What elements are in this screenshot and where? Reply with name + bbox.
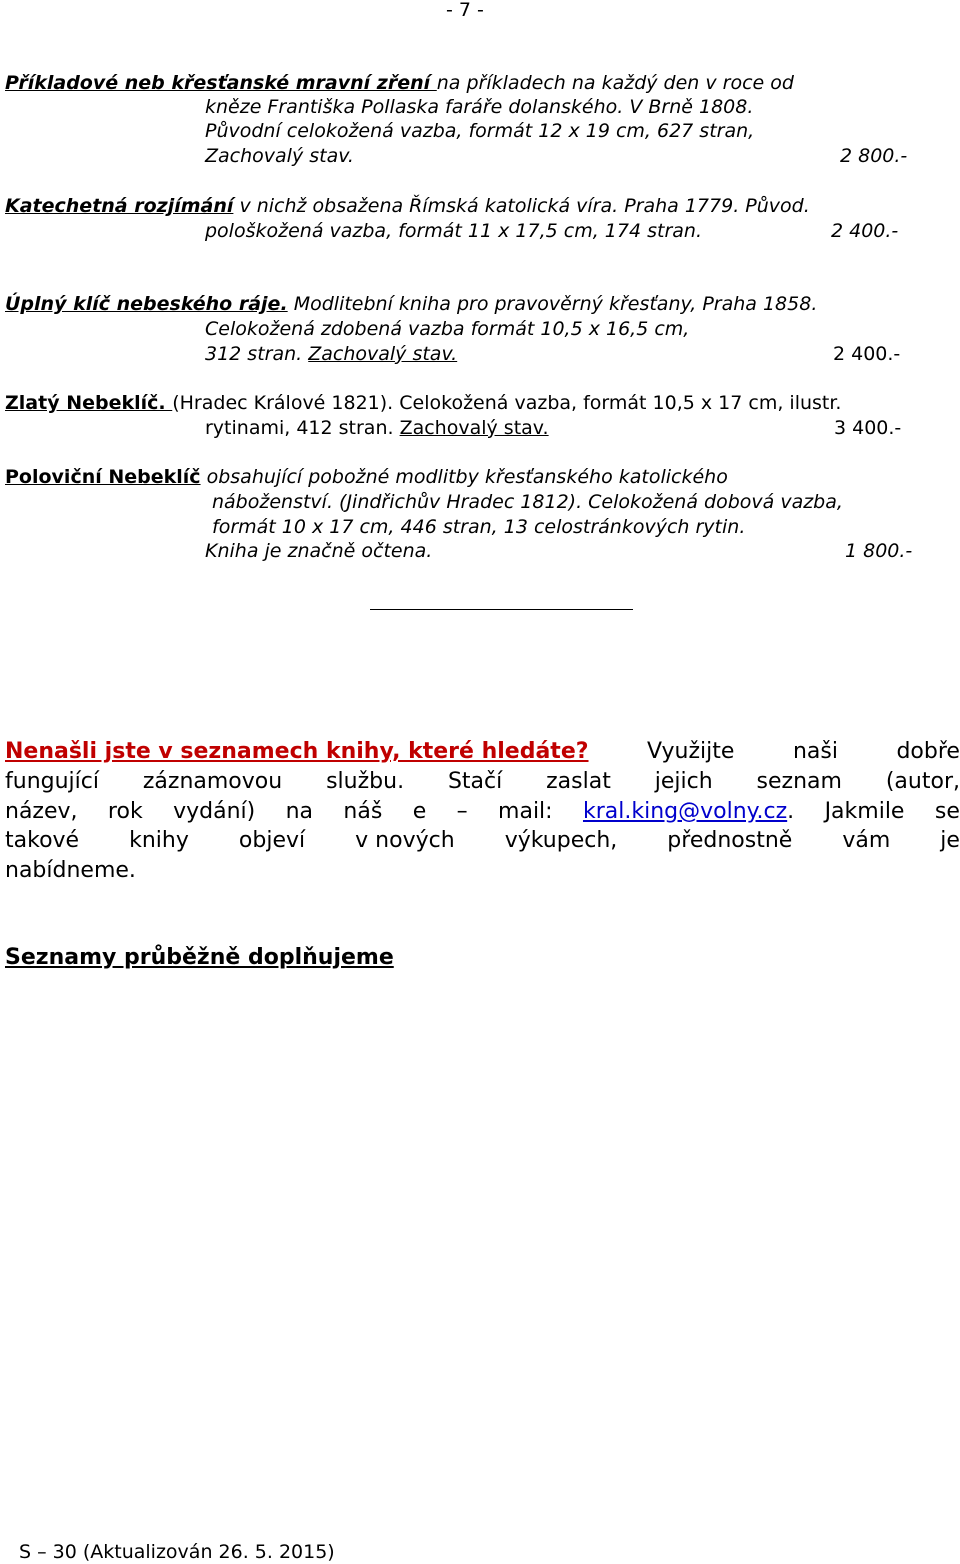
- book-desc-line: Celokožená zdobená vazba formát 10,5 x 16,5 cm,: [205, 318, 690, 340]
- notice-word: mail:: [498, 799, 553, 824]
- book-entry: [5, 194, 810, 218]
- notice-word: se: [934, 799, 960, 824]
- book-title: Úplný klíč nebeského ráje.: [5, 293, 288, 315]
- notice-word: fungující: [5, 769, 99, 794]
- book-title: Katechetná rozjímání: [5, 195, 234, 217]
- notice-word: Jakmile: [824, 799, 905, 824]
- book-entry: [5, 71, 794, 95]
- book-price: 2 400.-: [831, 220, 899, 242]
- book-pages: rytinami, 412 stran.: [205, 417, 400, 439]
- notice-word: Využijte: [647, 739, 735, 764]
- separator-line: [370, 609, 633, 610]
- book-title: Poloviční Nebeklíč: [5, 466, 201, 488]
- notice-word: takové: [5, 828, 80, 853]
- notice-line: název, rok vydání) na náš e – mail: kral.king@volny.cz. Jakmile se: [5, 797, 960, 827]
- notice-word: jejich: [654, 769, 713, 794]
- book-desc-line: Zachovalý stav.: [205, 145, 354, 167]
- book-desc-line: [205, 416, 549, 440]
- email-link[interactable]: kral.king@volny.cz: [582, 799, 788, 824]
- notice-line: [5, 826, 960, 856]
- notice-word: dobře: [896, 739, 960, 764]
- book-desc-line: kněze Františka Pollaska faráře dolanského. V Brně 1808.: [205, 96, 754, 118]
- notice-word: rok: [107, 799, 143, 824]
- book-price: 2 400.-: [833, 343, 901, 365]
- book-desc-line: [205, 342, 457, 366]
- book-title: Zlatý Nebeklíč.: [5, 392, 173, 414]
- footer-heading: Seznamy průběžně doplňujeme: [5, 945, 394, 970]
- notice-word: vám: [842, 828, 891, 853]
- notice-word: na: [285, 799, 314, 824]
- notice-line: [5, 737, 960, 767]
- notice-word: náš: [343, 799, 383, 824]
- notice-word: objeví: [238, 828, 306, 853]
- notice-word: záznamovou: [142, 769, 283, 794]
- book-price: 1 800.-: [845, 540, 913, 562]
- book-condition: Zachovalý stav.: [399, 417, 549, 439]
- notice-word: e: [412, 799, 427, 824]
- page-number: - 7 -: [446, 0, 484, 21]
- book-desc: v nichž obsažena Římská katolická víra. Praha 1779. Původ.: [233, 195, 810, 217]
- notice-word: v nových: [355, 828, 455, 853]
- book-desc: Modlitební kniha pro pravověrný křesťany, Praha 1858.: [287, 293, 818, 315]
- notice-word: vydání): [173, 799, 256, 824]
- book-desc: (Hradec Králové 1821). Celokožená vazba, formát 10,5 x 17 cm, ilustr.: [172, 392, 842, 414]
- book-desc-line: Původní celokožená vazba, formát 12 x 19 cm, 627 stran,: [205, 120, 755, 142]
- book-entry: [5, 465, 728, 489]
- book-entry: [5, 292, 817, 316]
- book-price: 3 400.-: [834, 417, 902, 439]
- notice-word: –: [456, 799, 468, 824]
- notice-word: Stačí: [447, 769, 503, 794]
- book-desc: obsahující pobožné modlitby křesťanského katolického: [200, 466, 728, 488]
- book-price: 2 800.-: [840, 145, 908, 167]
- book-entry: [5, 391, 841, 415]
- notice-word: knihy: [129, 828, 189, 853]
- book-desc: na příkladech na každý den v roce od: [436, 72, 794, 94]
- notice-word: naši: [792, 739, 838, 764]
- notice-word: přednostně: [667, 828, 793, 853]
- book-title: Příkladové neb křesťanské mravní zření: [5, 72, 437, 94]
- book-desc-line: pološkožená vazba, formát 11 x 17,5 cm, 174 stran.: [205, 220, 702, 242]
- book-condition: Zachovalý stav.: [308, 343, 458, 365]
- notice-word: (autor,: [885, 769, 960, 794]
- notice-word: výkupech,: [504, 828, 618, 853]
- book-desc-line: Kniha je značně očtena.: [205, 540, 433, 562]
- notice-question: Nenašli jste v seznamech knihy, které hledáte?: [5, 739, 589, 764]
- notice-word: službu.: [326, 769, 405, 794]
- page-footer: S – 30 (Aktualizován 26. 5. 2015): [19, 1541, 335, 1563]
- notice-last-line: nabídneme.: [5, 858, 136, 883]
- notice-word: je: [940, 828, 960, 853]
- notice-word: zaslat: [546, 769, 611, 794]
- book-desc-line: formát 10 x 17 cm, 446 stran, 13 celostránkových rytin.: [212, 516, 746, 538]
- notice-word: seznam: [756, 769, 842, 794]
- book-desc-line: náboženství. (Jindřichův Hradec 1812). Celokožená dobová vazba,: [212, 491, 843, 513]
- notice-word: název,: [5, 799, 78, 824]
- notice-line: [5, 767, 960, 797]
- book-pages: 312 stran.: [205, 343, 309, 365]
